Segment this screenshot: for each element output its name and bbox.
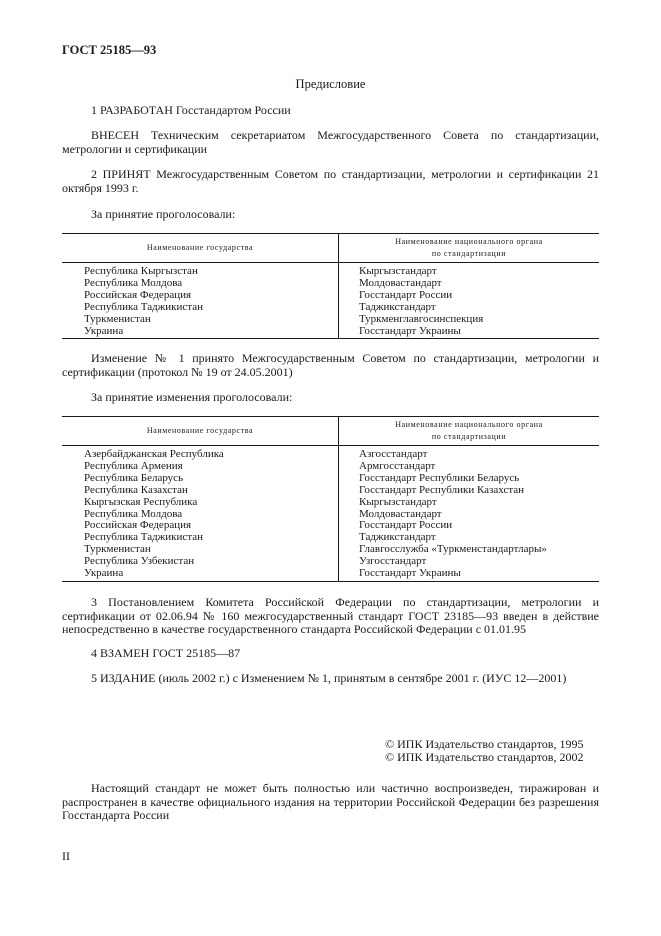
state-cell: Азербайджанская Республика <box>62 446 339 461</box>
org-cell: Молдовастандарт <box>359 507 442 520</box>
org-cell: Узгосстандарт <box>359 555 427 568</box>
voting-table-2 <box>62 416 599 582</box>
column-header-state: Наименование государства <box>62 417 339 446</box>
state-cell: Украина <box>62 326 339 339</box>
state-cell: Российская Федерация <box>62 520 339 532</box>
section-4-replaces: 4 ВЗАМЕН ГОСТ 25185—87 <box>91 646 241 660</box>
state-cell: Республика Армения <box>62 461 339 473</box>
amendment-text: Изменение № 1 принято Межгосударственным Советом по стандартизации, метрологии и сертификации (протокол № 19 от 24.05.2001) <box>62 351 599 379</box>
copyright-2002: © ИПК Издательство стандартов, 2002 <box>385 750 584 764</box>
org-cell: Армгосстандарт <box>359 459 436 472</box>
org-cell: Госстандарт Республики Казахстан <box>359 483 525 496</box>
org-cell: Азгосстандарт <box>359 448 428 460</box>
table-row <box>62 485 599 497</box>
org-cell: Кыргызстандарт <box>359 265 437 277</box>
vote-intro-1: За принятие проголосовали: <box>91 207 236 221</box>
table-row <box>62 326 599 339</box>
org-cell: Госстандарт Республики Беларусь <box>359 471 520 484</box>
org-cell: Кыргызстандарт <box>359 495 437 508</box>
document-id: ГОСТ 25185—93 <box>62 43 157 57</box>
page-title: Предисловие <box>295 77 366 91</box>
column-header-org-line2: по стандартизации <box>431 249 507 258</box>
vote-intro-2: За принятие изменения проголосовали: <box>91 390 293 404</box>
state-cell: Украина <box>62 568 339 581</box>
voting-table-1 <box>62 233 599 339</box>
reproduction-notice: Настоящий стандарт не может быть полностью или частично воспроизведен, тиражирован и распространен в качестве официального издания на территории Российской Федерации без разрешения Госстандарта России <box>62 781 599 822</box>
state-cell: Республика Молдова <box>62 509 339 521</box>
state-cell: Республика Узбекистан <box>62 556 339 568</box>
column-header-org-line2: по стандартизации <box>431 432 507 441</box>
section-1-introduced: ВНЕСЕН Техническим секретариатом Межгосударственного Совета по стандартизации, метрологии и сертификации <box>62 128 599 156</box>
org-cell: Госстандарт России <box>359 288 453 301</box>
column-header-org-line1: Наименование национального органа <box>395 237 543 246</box>
state-cell: Республика Беларусь <box>62 473 339 485</box>
table-row <box>62 314 599 326</box>
org-cell: Молдовастандарт <box>359 276 442 289</box>
state-cell: Туркменистан <box>62 314 339 326</box>
state-cell: Республика Кыргызстан <box>62 263 339 278</box>
section-5-edition: 5 ИЗДАНИЕ (июль 2002 г.) с Изменением № 1, принятым в сентябре 2001 г. (ИУС 12—2001) <box>91 671 567 685</box>
section-3-enactment: 3 Постановлением Комитета Российской Федерации по стандартизации, метрологии и сертификации от 02.06.94 № 160 межгосударственный стандарт ГОСТ 23185—93 введен в действие непосредственно в качестве государственного стандарта Российской Федерации с 01.01.95 <box>62 595 599 636</box>
table-row <box>62 302 599 314</box>
org-cell: Таджикстандарт <box>359 531 436 544</box>
org-cell: Госстандарт России <box>359 519 453 532</box>
org-cell: Главгосслужба «Туркменстандартлары» <box>359 543 547 556</box>
page-number: II <box>62 849 70 863</box>
state-cell: Туркменистан <box>62 544 339 556</box>
column-header-org-line1: Наименование национального органа <box>395 420 543 429</box>
column-header-org <box>339 417 600 446</box>
org-cell: Туркменглавгосинспекция <box>359 312 484 325</box>
state-cell: Республика Таджикистан <box>62 302 339 314</box>
table-row <box>62 290 599 302</box>
copyright-1995: © ИПК Издательство стандартов, 1995 <box>385 737 584 751</box>
state-cell: Республика Таджикистан <box>62 532 339 544</box>
table-row <box>62 556 599 568</box>
org-cell: Госстандарт Украины <box>339 326 600 339</box>
section-2-adopted: 2 ПРИНЯТ Межгосударственным Советом по стандартизации, метрологии и сертификации 21 октября 1993 г. <box>62 167 599 195</box>
table-row <box>62 497 599 509</box>
state-cell: Республика Молдова <box>62 278 339 290</box>
state-cell: Российская Федерация <box>62 290 339 302</box>
table-row <box>62 446 599 461</box>
org-cell: Госстандарт Украины <box>339 568 600 581</box>
org-cell: Таджикстандарт <box>359 300 436 313</box>
table-row <box>62 473 599 485</box>
section-1-developed: 1 РАЗРАБОТАН Госстандартом России <box>91 103 291 117</box>
column-header-org <box>339 234 600 263</box>
table-row <box>62 263 599 278</box>
state-cell: Кыргызская Республика <box>62 497 339 509</box>
table-row <box>62 568 599 581</box>
state-cell: Республика Казахстан <box>62 485 339 497</box>
column-header-state: Наименование государства <box>62 234 339 263</box>
